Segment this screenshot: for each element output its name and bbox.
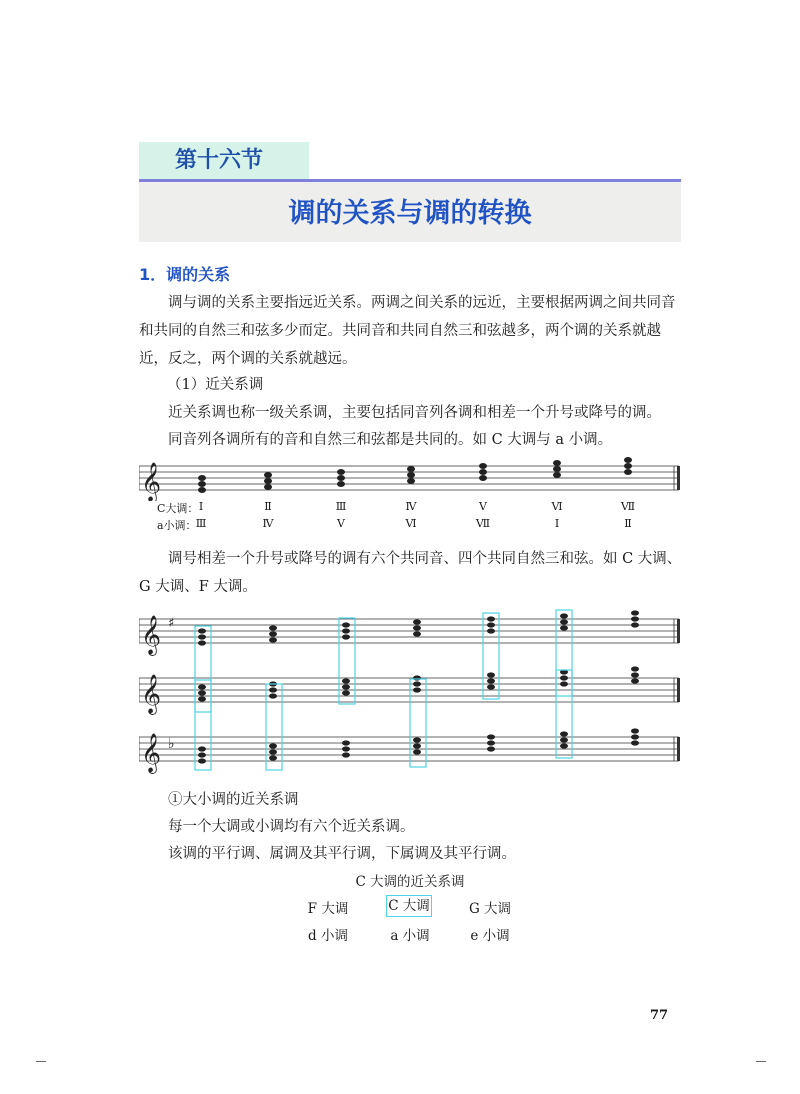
- music-staff-example-2: [139, 606, 684, 776]
- paragraph-six-close-keys: 每一个大调或小调均有六个近关系调。: [168, 819, 415, 835]
- numeral: Ⅵ: [405, 517, 417, 530]
- treble-clef-icon: 𝄞: [141, 674, 162, 714]
- music-staff-example-1: [139, 455, 684, 501]
- crop-mark-right: [756, 1061, 766, 1062]
- paragraph-same-scale: 同音列各调所有的音和自然三和弦都是共同的。如 C 大调与 a 小调。: [168, 432, 613, 448]
- paragraph-parallel-keys: 该调的平行调、属调及其平行调，下属调及其平行调。: [168, 846, 516, 862]
- numeral: Ⅳ: [262, 517, 274, 530]
- numeral: Ⅶ: [475, 517, 491, 530]
- numeral: Ⅰ: [554, 517, 560, 530]
- treble-clef-icon: 𝄞: [141, 733, 162, 773]
- numeral: Ⅰ: [198, 500, 204, 513]
- paragraph-intro: 调与调的关系主要指远近关系。两调之间关系的远近，主要根据两调之间共同音和共同的自然三和弦多少而定。共同音和共同自然三和弦越多，两个调的关系就越近，反之，两个调的关系就越远。: [139, 295, 676, 367]
- a-minor-numerals: [0, 517, 800, 531]
- flat-icon: ♭: [168, 736, 175, 752]
- numeral: Ⅴ: [337, 517, 345, 530]
- c-major-highlighted: C 大调: [386, 895, 432, 917]
- f-major-label: F 大调: [307, 901, 349, 917]
- section-title: 调的关系与调的转换: [288, 198, 532, 229]
- heading-key-relations: 1．调的关系: [139, 265, 231, 284]
- subheading-major-minor-close-keys: ①大小调的近关系调: [168, 792, 299, 808]
- paragraph-neighbor-keys: 调号相差一个升号或降号的调有六个共同音、四个共同自然三和弦。如 C 大调、G 大调、F 大调。: [139, 551, 682, 595]
- crop-mark-left: [36, 1061, 46, 1062]
- c-major-label: C大调：: [157, 502, 199, 515]
- subheading-close-keys: （1）近关系调: [167, 377, 264, 393]
- numeral: Ⅳ: [405, 500, 417, 513]
- sharp-icon: ♯: [168, 616, 175, 631]
- numeral: Ⅶ: [620, 500, 636, 513]
- d-minor-label: d 小调: [308, 928, 348, 944]
- treble-clef-icon: 𝄞: [141, 615, 162, 655]
- e-minor-label: e 小调: [470, 928, 510, 944]
- numeral: Ⅱ: [624, 517, 632, 530]
- numeral: Ⅲ: [335, 500, 347, 513]
- g-major-label: G 大调: [468, 901, 512, 917]
- a-minor-label-diagram: a 小调: [390, 928, 430, 944]
- page-number: 77: [650, 1008, 669, 1023]
- diagram-title: C 大调的近关系调: [355, 874, 465, 890]
- c-major-numerals: [0, 500, 800, 514]
- numeral: Ⅱ: [264, 500, 272, 513]
- a-minor-label: a小调：: [157, 519, 197, 532]
- numeral: Ⅴ: [479, 500, 487, 513]
- numeral: Ⅵ: [551, 500, 563, 513]
- treble-clef-icon: 𝄞: [141, 462, 162, 501]
- paragraph-close-keys: 近关系调也称一级关系调，主要包括同音列各调和相差一个升号或降号的调。: [168, 405, 661, 421]
- section-number-tab: 第十六节: [139, 142, 309, 180]
- numeral: Ⅲ: [195, 517, 207, 530]
